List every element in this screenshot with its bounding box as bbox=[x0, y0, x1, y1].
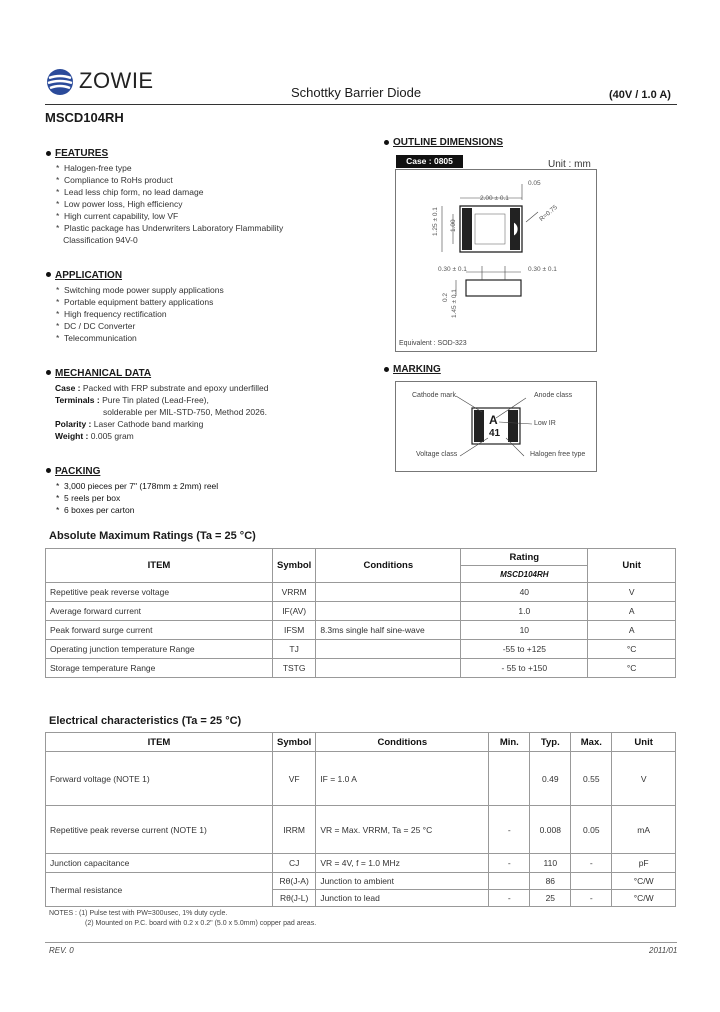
marking-code-a: A bbox=[489, 413, 498, 427]
list-item: * Portable equipment battery applications bbox=[56, 297, 214, 307]
list-item: * High current capability, low VF bbox=[56, 211, 179, 221]
table-row: Repetitive peak reverse voltage VRRM 40 V bbox=[46, 583, 676, 602]
table-row: Operating junction temperature Range TJ -55 to +125 °C bbox=[46, 640, 676, 659]
table-row: Junction capacitance CJ VR = 4V, f = 1.0 MHz - 110 - pF bbox=[46, 854, 676, 873]
halogen-label: Halogen free type bbox=[530, 451, 586, 458]
table-row: Thermal resistance Rθ(J-A) Junction to ambient 86 °C/W bbox=[46, 873, 676, 890]
dim-width: 2.00 ± 0.1 bbox=[480, 195, 509, 202]
packing-bullet bbox=[46, 468, 51, 473]
table-row: Forward voltage (NOTE 1) VF IF = 1.0 A 0.49 0.55 V bbox=[46, 752, 676, 806]
mechanical-bullet bbox=[46, 370, 51, 375]
rating-summary: (40V / 1.0 A) bbox=[609, 89, 671, 101]
outline-bullet bbox=[384, 140, 389, 145]
col-symbol: Symbol bbox=[273, 733, 316, 752]
notes bbox=[49, 909, 316, 929]
doc-title: Schottky Barrier Diode bbox=[291, 85, 422, 100]
col-rating: Rating bbox=[461, 549, 588, 566]
col-symbol: Symbol bbox=[273, 549, 316, 583]
mechanical-data: Case : Packed with FRP substrate and epoxy underfilled Terminals : Pure Tin plated (Lead-Free), solderable per MIL-STD-750, Method 2026. Polarity : Laser Cathode band marking Weight : 0.005 gram bbox=[55, 383, 269, 441]
dim-left-pad: 0.30 ± 0.1 bbox=[438, 266, 467, 273]
date: 2011/01 bbox=[649, 946, 678, 955]
mechanical-heading: MECHANICAL DATA bbox=[55, 368, 152, 379]
elec-title: Electrical characteristics (Ta = 25 °C) bbox=[49, 715, 242, 727]
marking-heading: MARKING bbox=[393, 364, 441, 375]
abs-max-title: Absolute Maximum Ratings (Ta = 25 °C) bbox=[49, 530, 256, 542]
dim-thickness-2: 1.45 ± 0.1 bbox=[451, 289, 458, 318]
part-number: MSCD104RH bbox=[45, 110, 124, 125]
col-typ: Typ. bbox=[530, 733, 571, 752]
abs-max-table bbox=[45, 548, 676, 678]
col-max: Max. bbox=[571, 733, 612, 752]
dim-right-pad: 0.30 ± 0.1 bbox=[528, 266, 557, 273]
col-conditions: Conditions bbox=[316, 733, 489, 752]
list-item: * DC / DC Converter bbox=[56, 321, 136, 331]
logo-mark bbox=[46, 68, 74, 96]
list-item: * Telecommunication bbox=[56, 333, 137, 343]
list-item: * Compliance to RoHs product bbox=[56, 175, 173, 185]
list-item: * Halogen-free type bbox=[56, 163, 132, 173]
list-item: * Plastic package has Underwriters Laboratory Flammability bbox=[56, 223, 284, 233]
zowie-logo-icon bbox=[46, 68, 74, 96]
unit-label: Unit : mm bbox=[548, 159, 591, 170]
table-row: Rθ(J-L) Junction to lead - 25 - °C/W bbox=[46, 890, 676, 907]
marking-code-41: 41 bbox=[489, 428, 501, 439]
list-item: * Lead less chip form, no lead damage bbox=[56, 187, 204, 197]
col-item: ITEM bbox=[46, 733, 273, 752]
list-item: * 5 reels per box bbox=[56, 493, 121, 503]
cathode-label: Cathode mark bbox=[412, 392, 456, 399]
list-item: * 3,000 pieces per 7" (178mm ± 2mm) reel bbox=[56, 481, 219, 491]
list-item: * 6 boxes per carton bbox=[56, 505, 135, 515]
col-conditions: Conditions bbox=[316, 549, 461, 583]
dim-thickness: 0.2 bbox=[442, 292, 449, 302]
dim-top: 0.05 bbox=[528, 180, 541, 187]
voltage-label: Voltage class bbox=[416, 451, 458, 458]
marking-bullet bbox=[384, 367, 389, 372]
anode-label: Anode class bbox=[534, 392, 573, 399]
revision: REV. 0 bbox=[49, 946, 74, 955]
packing-list bbox=[56, 480, 218, 516]
features-heading: FEATURES bbox=[55, 148, 109, 159]
header-divider bbox=[45, 104, 677, 105]
features-bullet bbox=[46, 151, 51, 156]
col-rating-part: MSCD104RH bbox=[461, 566, 588, 583]
table-row: Storage temperature Range TSTG - 55 to +150 °C bbox=[46, 659, 676, 678]
table-row: Peak forward surge current IFSM 8.3ms single half sine-wave 10 A bbox=[46, 621, 676, 640]
col-unit: Unit bbox=[612, 733, 676, 752]
packing-heading: PACKING bbox=[55, 466, 101, 477]
outline-heading: OUTLINE DIMENSIONS bbox=[393, 137, 504, 148]
note-1: NOTES : (1) Pulse test with PW=300usec, 1% duty cycle. bbox=[49, 910, 228, 917]
list-item: Classification 94V-0 bbox=[63, 235, 138, 245]
application-list bbox=[56, 284, 224, 344]
equivalent-label: Equivalent : SOD-323 bbox=[399, 340, 467, 347]
application-bullet bbox=[46, 272, 51, 277]
table-row: Average forward current IF(AV) 1.0 A bbox=[46, 602, 676, 621]
application-heading: APPLICATION bbox=[55, 270, 123, 281]
dim-height: 1.25 ± 0.1 bbox=[432, 207, 439, 236]
footer-divider bbox=[45, 942, 677, 943]
case-badge: Case : 0805 bbox=[396, 155, 463, 168]
dim-inner: 1.00 bbox=[450, 219, 457, 232]
features-list bbox=[56, 162, 283, 246]
note-2: (2) Mounted on P.C. board with 0.2 x 0.2" (5.0 x 5.0mm) copper pad areas. bbox=[85, 920, 317, 927]
brand-name: ZOWIE bbox=[79, 68, 154, 93]
list-item: * High frequency rectification bbox=[56, 309, 167, 319]
col-item: ITEM bbox=[46, 549, 273, 583]
elec-table bbox=[45, 732, 676, 907]
table-row: Repetitive peak reverse current (NOTE 1) IRRM VR = Max. VRRM, Ta = 25 °C - 0.008 0.05 mA bbox=[46, 806, 676, 854]
col-unit: Unit bbox=[588, 549, 676, 583]
dim-radius: R=0.75 bbox=[538, 204, 559, 223]
low-ir-label: Low IR bbox=[534, 420, 556, 427]
list-item: * Switching mode power supply applications bbox=[56, 285, 224, 295]
col-min: Min. bbox=[489, 733, 530, 752]
list-item: * Low power loss, High efficiency bbox=[56, 199, 183, 209]
